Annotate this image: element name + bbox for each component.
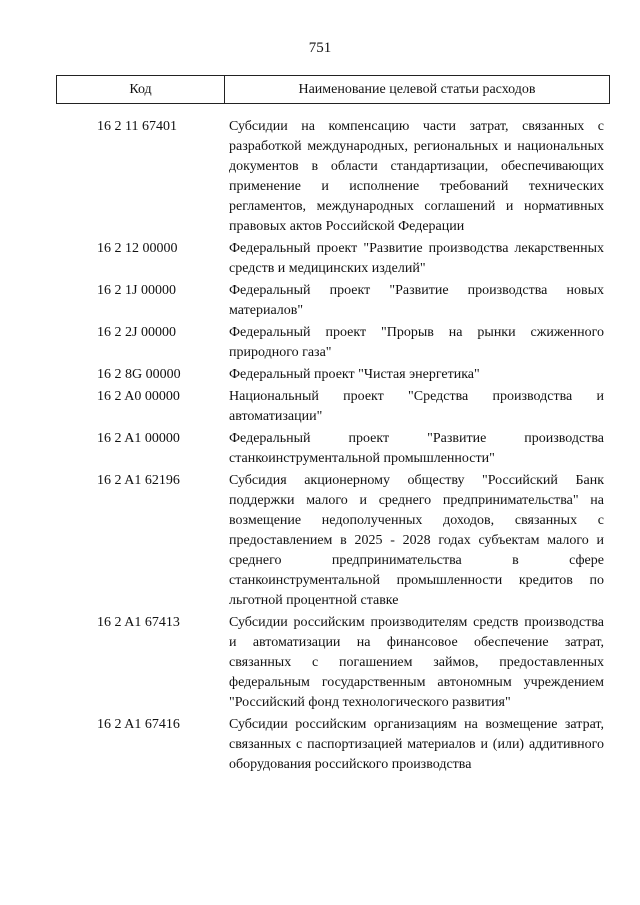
row-code: 16 2 8G 00000	[97, 367, 181, 382]
table-body	[56, 117, 610, 777]
row-description: Субсидия акционерному обществу "Российский Банк поддержки малого и среднего предпринимательства" на возмещение недополученных доходов, связанных с предоставлением в 2025 - 2028 годах субъектам малого и среднего предпринимательства в сфере станкоинструментальной промышленности кредитов по льготной процентной ставке	[229, 473, 604, 608]
table-row	[56, 239, 610, 279]
row-code: 16 2 11 67401	[97, 119, 177, 134]
page-number: 751	[308, 40, 332, 56]
row-description: Федеральный проект "Прорыв на рынки сжиженного природного газа"	[229, 325, 604, 360]
table-row	[56, 715, 610, 775]
table-row	[56, 387, 610, 427]
row-code: 16 2 12 00000	[97, 241, 178, 256]
table-row	[56, 323, 610, 363]
row-description: Субсидии российским организациям на возмещение затрат, связанных с паспортизацией материалов и (или) аддитивного оборудования российского производства	[229, 717, 604, 772]
table-row	[56, 429, 610, 469]
name-column-header: Наименование целевой статьи расходов	[298, 81, 536, 97]
table-row	[56, 281, 610, 321]
row-code: 16 2 A0 00000	[97, 389, 180, 404]
row-description: Федеральный проект "Развитие производства лекарственных средств и медицинских изделий"	[229, 241, 604, 276]
table-row	[56, 117, 610, 237]
row-code: 16 2 A1 67413	[97, 615, 180, 630]
table-header	[56, 75, 610, 104]
table-row	[56, 365, 610, 385]
row-code: 16 2 A1 00000	[97, 431, 180, 446]
table-row	[56, 613, 610, 713]
table-row	[56, 471, 610, 611]
row-code: 16 2 A1 67416	[97, 717, 180, 732]
row-description: Субсидии российским производителям средств производства и автоматизации на финансовое обеспечение затрат, связанных с погашением займов, предоставленных федеральным государственным автономным учреждением "Российский фонд технологического развития"	[229, 615, 604, 710]
row-description: Национальный проект "Средства производства и автоматизации"	[229, 389, 604, 424]
row-description: Субсидии на компенсацию части затрат, связанных с разработкой международных, региональных и национальных документов в области стандартизации, обеспечивающих применение и исполнение требований технических регламентов, международных соглашений и нормативных правовых актов Российской Федерации	[229, 119, 604, 234]
row-description: Федеральный проект "Развитие производства новых материалов"	[229, 283, 604, 318]
row-code: 16 2 A1 62196	[97, 473, 180, 488]
row-code: 16 2 1J 00000	[97, 283, 176, 298]
row-code: 16 2 2J 00000	[97, 325, 176, 340]
code-column-header: Код	[57, 76, 225, 103]
row-description: Федеральный проект "Чистая энергетика"	[229, 367, 480, 382]
row-description: Федеральный проект "Развитие производства станкоинструментальной промышленности"	[229, 431, 604, 466]
